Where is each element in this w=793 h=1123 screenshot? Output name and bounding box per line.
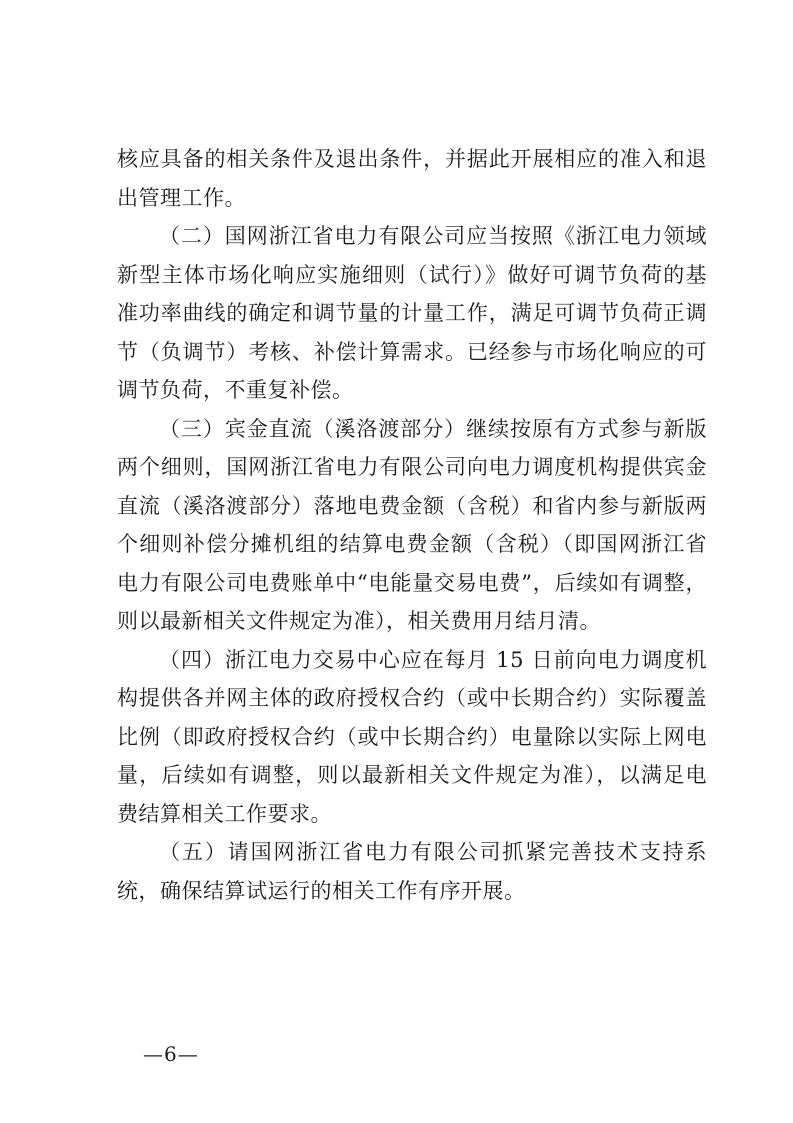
body-text bbox=[117, 140, 707, 910]
paragraph-item-5: （五）请国网浙江省电力有限公司抓紧完善技术支持系统，确保结算试运行的相关工作有序开展。 bbox=[117, 840, 707, 903]
paragraph-item-2: （二）国网浙江省电力有限公司应当按照《浙江电力领域新型主体市场化响应实施细则（试行）》做好可调节负荷的基准功率曲线的确定和调节量的计量工作，满足可调节负荷正调节（负调节）考核、补偿计算需求。已经参与市场化响应的可调节负荷，不重复补偿。 bbox=[117, 224, 707, 402]
page-number: —6— bbox=[143, 1042, 199, 1066]
paragraph-item-3: （三）宾金直流（溪洛渡部分）继续按原有方式参与新版两个细则，国网浙江省电力有限公司向电力调度机构提供宾金直流（溪洛渡部分）落地电费金额（含税）和省内参与新版两个细则补偿分摊机组的结算电费金额（含税）（即国网浙江省电力有限公司电费账单中“电能量交易电费”，后续如有调整，则以最新相关文件规定为准），相关费用月结月清。 bbox=[117, 416, 707, 633]
paragraph-continuation: 核应具备的相关条件及退出条件，并据此开展相应的准入和退出管理工作。 bbox=[117, 147, 707, 210]
paragraph-item-4: （四）浙江电力交易中心应在每月 15 日前向电力调度机构提供各并网主体的政府授权合约（或中长期合约）实际覆盖比例（即政府授权合约（或中长期合约）电量除以实际上网电量，后续如有调整，则以最新相关文件规定为准），以满足电费结算相关工作要求。 bbox=[117, 647, 707, 826]
